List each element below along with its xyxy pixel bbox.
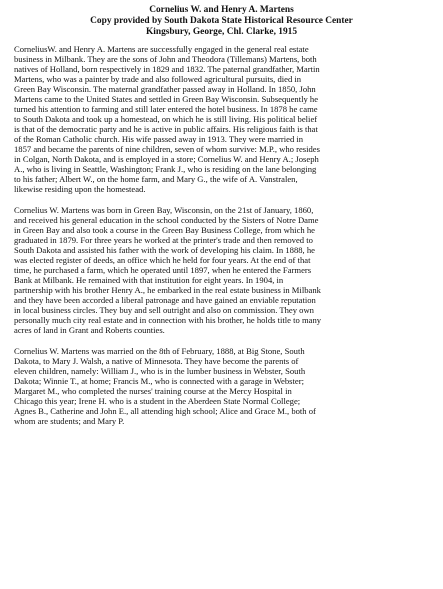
text-line: and they have been accorded a liberal patronage and have gained an enviable reputation bbox=[14, 295, 316, 305]
text-line: CorneliusW. and Henry A. Martens are successfully engaged in the general real estate bbox=[14, 44, 309, 54]
text-line: to his father; Albert W., on the home farm, and Mary G., the wife of A. Vanstralen, bbox=[14, 174, 298, 184]
text-line: Agnes B., Catherine and John E., all attending high school; Alice and Grace M., both of bbox=[14, 406, 316, 416]
text-line: eleven children, namely: William J., who is in the lumber business in Webster, South bbox=[14, 366, 306, 376]
text-line: natives of Holland, born respectively in 1829 and 1832. The paternal grandfather, Martin bbox=[14, 64, 320, 74]
text-line: of the Roman Catholic church. His wife passed away in 1913. They were married in bbox=[14, 134, 304, 144]
text-line: to South Dakota and took up a homestead, on which he is still living. His political belief bbox=[14, 114, 318, 124]
text-line: turned his attention to farming and still later entered the hotel business. In 1878 he came bbox=[14, 104, 318, 114]
text-line: Cornelius W. Martens was born in Green Bay, Wisconsin, on the 21st of January, 1860, bbox=[14, 205, 314, 215]
text-line: was elected register of deeds, an office which he held for four years. At the end of that bbox=[14, 255, 311, 265]
document-location: Kingsbury, George, Chl. Clarke, 1915 bbox=[145, 26, 298, 37]
document-title: Cornelius W. and Henry A. Martens bbox=[149, 5, 294, 15]
text-line: A., who is living in Seattle, Washington; Frank J., who is residing on the lane belonging bbox=[14, 164, 317, 174]
text-line: Bank at Milbank. He remained with that institution for eight years. In 1904, in bbox=[14, 275, 284, 285]
text-line: personally much city real estate and in connection with his brother, he holds title to many bbox=[14, 315, 322, 325]
text-line: graduated in 1879. For three years he worked at the printer's trade and then removed to bbox=[14, 235, 313, 245]
text-line: Cornelius W. Martens was married on the 8th of February, 1888, at Big Stone, South bbox=[14, 346, 305, 356]
document-header bbox=[0, 5, 443, 37]
text-line: Martens came to the United States and settled in Green Bay Wisconsin. Subsequently he bbox=[14, 94, 319, 104]
text-line: in Green Bay and also took a course in the Green Bay Business College, from which he bbox=[14, 225, 315, 235]
paragraph-cornelius-career bbox=[14, 205, 434, 335]
document-body bbox=[14, 44, 434, 437]
text-line: is that of the democratic party and he is active in public affairs. His religious faith is that bbox=[14, 124, 318, 134]
text-line: 1857 and became the parents of nine children, seven of whom survive: M.P., who resides bbox=[14, 144, 320, 154]
text-line: Margaret M., who completed the nurses' training course at the Mercy Hospital in bbox=[14, 386, 292, 396]
paragraph-family-history bbox=[14, 44, 434, 194]
paragraph-cornelius-family bbox=[14, 346, 434, 426]
text-line: acres of land in Grant and Roberts counties. bbox=[14, 325, 165, 335]
text-line: partnership with his brother Henry A., he embarked in the real estate business in Milbank bbox=[14, 285, 321, 295]
text-line: and received his general education in the school conducted by the Sisters of Notre Dame bbox=[14, 215, 319, 225]
text-line: Martens, who was a painter by trade and also followed agricultural pursuits, died in bbox=[14, 74, 302, 84]
text-line: Chicago this year; Irene H. who is a student in the Aberdeen State Normal College; bbox=[14, 396, 301, 406]
text-line: Green Bay Wisconsin. The maternal grandfather passed away in Holland. In 1850, John bbox=[14, 84, 316, 94]
text-line: South Dakota and assisted his father with the work of developing his claim. In 1888, he bbox=[14, 245, 315, 255]
text-line: likewise residing upon the homestead. bbox=[14, 184, 146, 194]
text-line: whom are students; and Mary P. bbox=[14, 416, 125, 426]
text-line: in Colgan, North Dakota, and is employed in a store; Cornelius W. and Henry A.; Joseph bbox=[14, 154, 319, 164]
text-line: Dakota, to Mary J. Walsh, a native of Minnesota. They have become the parents of bbox=[14, 356, 299, 366]
text-line: time, he purchased a farm, which he operated until 1897, when he entered the Farmers bbox=[14, 265, 312, 275]
text-line: Dakota; Winnie T., at home; Francis M., who is connected with a garage in Webster; bbox=[14, 376, 304, 386]
document-source: Copy provided by South Dakota State Historical Resource Center bbox=[90, 15, 353, 26]
text-line: in local business circles. They buy and sell outright and also on commission. They own bbox=[14, 305, 314, 315]
text-line: business in Milbank. They are the sons of John and Theodora (Tillemans) Martens, both bbox=[14, 54, 317, 64]
